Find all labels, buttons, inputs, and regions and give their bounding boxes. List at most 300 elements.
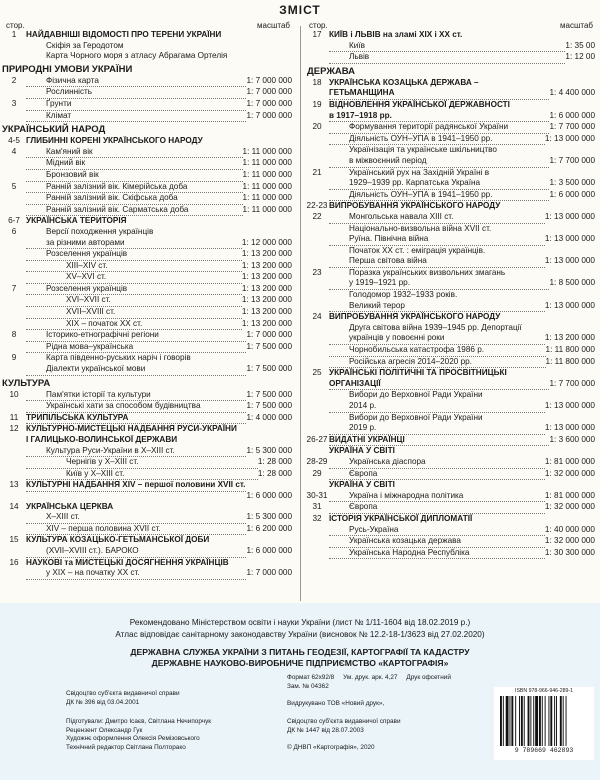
entry-scale: 1: 6 000 000 [246, 490, 292, 500]
isbn-text: ISBN 978-966-946-289-1 [515, 688, 573, 694]
entry-title: КУЛЬТУРНІ НАДБАННЯ XIV – першої половини XVII ст. [26, 480, 246, 490]
entry-scale: 1: 12 000 000 [241, 237, 292, 247]
entry-scale: 1: 7 000 000 [246, 110, 292, 120]
entry-title: XIII–XIV ст. [26, 261, 242, 273]
imprint-cert-right [287, 718, 401, 735]
entry-scale: 1: 11 000 000 [242, 158, 292, 168]
contents-entry [305, 457, 597, 469]
contents-entry [305, 548, 597, 560]
contents-entry [2, 524, 294, 536]
entry-title: КИЇВ і ЛЬВІВ на зламі XIX і XX ст. [329, 30, 463, 39]
contents-entry [2, 502, 294, 513]
entry-page: 24 [312, 312, 322, 322]
entry-title: ТРИПІЛЬСЬКА КУЛЬТУРА [26, 413, 246, 425]
contents-entry [305, 345, 597, 357]
contents-entry [305, 502, 597, 514]
contents-entry [2, 401, 294, 413]
scale-header: масштаб [257, 21, 290, 30]
entry-scale: 1: 32 000 000 [544, 536, 595, 546]
contents-entry [2, 205, 294, 217]
entry-title: Початок XX ст. : еміграція українців. [349, 245, 486, 255]
contents-entry [305, 122, 597, 134]
entry-page: 30-31 [306, 490, 328, 500]
contents-entry [305, 278, 597, 290]
entry-scale: 1: 7 700 000 [549, 122, 595, 132]
entry-page: 16 [9, 557, 19, 567]
entry-title: Друга світова війна 1939–1945 рр. Депортації [349, 322, 522, 332]
contents-entry [2, 491, 294, 502]
entry-scale: 1: 7 500 000 [246, 364, 292, 374]
barcode-bar [510, 696, 511, 746]
entry-title: Діяльність ОУН–УПА в 1941–1950 рр. [329, 134, 545, 146]
contents-entry [305, 78, 597, 89]
entry-title: Вибори до Верховної Ради України [349, 412, 483, 422]
contents-entry [2, 51, 294, 62]
contents-entry [305, 145, 597, 156]
entry-title: XV–XVI ст. [26, 272, 242, 284]
entry-scale: 1: 13 000 000 [544, 211, 595, 221]
entry-page: 22-23 [306, 201, 328, 211]
imprint-text: ДК № 1447 від 28.07.2003 [287, 726, 364, 734]
entry-title: Пам'ятки історії та культури [26, 390, 246, 402]
entry-scale: 1: 13 000 000 [544, 256, 595, 266]
column-header [305, 14, 597, 30]
entry-scale: 1: 13 000 000 [544, 423, 595, 433]
contents-entry [305, 224, 597, 235]
entry-title: Національно-визвольна війна XVII ст. [349, 223, 492, 233]
entry-title: УКРАЇНСЬКІ ПОЛІТИЧНІ ТА ПРОСВІТНИЦЬКІ [329, 368, 507, 378]
barcode-bar [530, 696, 531, 746]
contents-entry [305, 290, 597, 301]
entry-title: (XVII–XVIII ст.). БАРОКО [26, 546, 246, 558]
entry-page: 5 [11, 181, 17, 191]
barcode-bar [545, 696, 546, 746]
imprint-text: Художнє оформлення Олексія Ремізовського [66, 735, 200, 742]
contents-entry [2, 364, 294, 376]
entry-page: 4-5 [8, 136, 20, 146]
entry-title: Європа [329, 469, 545, 481]
contents-entry [2, 261, 294, 273]
entry-page: 9 [11, 353, 17, 363]
entry-scale: 1: 3 500 000 [549, 178, 595, 188]
page-title: ЗМІСТ [279, 3, 321, 17]
entry-title: НАЙДАВНІШІ ВІДОМОСТІ ПРО ТЕРЕНИ УКРАЇНИ [26, 30, 222, 39]
entry-page: 13 [9, 480, 19, 490]
contents-entry [305, 134, 597, 146]
contents-entry [305, 256, 597, 268]
imprint-text: Формат 62x92/8 [287, 674, 335, 681]
entry-title: Поразка українських визвольних змагань [349, 267, 506, 277]
entry-title: Голодомор 1932–1933 років. [349, 290, 458, 300]
entry-title: ВІДНОВЛЕННЯ УКРАЇНСЬКОЇ ДЕРЖАВНОСТІ [329, 99, 510, 109]
entry-scale: 1: 32 000 000 [544, 468, 595, 478]
entry-title: у XIX – на початку XX ст. [26, 568, 246, 580]
entry-title: Українська діаспора [329, 457, 545, 469]
entry-title: Бронзовий вік [26, 170, 243, 182]
entry-title: у 1919–1921 рр. [329, 278, 549, 290]
entry-scale: 1: 7 500 000 [246, 389, 292, 399]
contents-entry [2, 238, 294, 250]
recommendation-line: Рекомендовано Міністерством освіти і науки України (лист № 1/11-1604 від 18.02.2019 р.) [129, 618, 471, 627]
barcode-bar [556, 696, 557, 746]
contents-entry [2, 76, 294, 88]
entry-title: Розселення українців [26, 249, 242, 261]
entry-scale: 1: 11 000 000 [242, 169, 292, 179]
entry-scale: 1: 7 000 000 [246, 330, 292, 340]
entry-title: Ранній залізний вік. Скіфська доба [26, 193, 243, 205]
entry-scale: 1: 7 000 000 [246, 98, 292, 108]
entry-title: УКРАЇНА У СВІТІ [329, 480, 395, 490]
imprint-text: Свідоцтво суб'єкта видавничої справи [66, 690, 180, 697]
entry-scale: 1: 11 000 000 [242, 204, 292, 214]
entry-title: ВИПРОБУВАННЯ УКРАЇНСЬКОГО НАРОДУ [329, 312, 501, 322]
entry-scale: 1: 13 200 000 [241, 283, 292, 293]
entry-title: Великий терор [329, 301, 545, 313]
contents-list-right [305, 30, 597, 559]
entry-title: І ГАЛИЦЬКО-ВОЛИНСЬКОЇ ДЕРЖАВИ [26, 435, 178, 444]
entry-scale: 1: 8 500 000 [549, 278, 595, 288]
entry-title: Діалекти української мови [26, 364, 246, 376]
entry-page: 7 [11, 283, 17, 293]
imprint-text: Рецензент Олександр Гук [66, 726, 143, 734]
contents-entry [2, 227, 294, 238]
entry-scale: 1: 81 000 000 [544, 456, 595, 466]
entry-page: 17 [312, 30, 322, 39]
entry-scale: 1: 7 700 000 [549, 378, 595, 388]
contents-entry [305, 201, 597, 212]
entry-scale: 1: 30 300 000 [544, 547, 595, 557]
entry-title: Українська Народна Республіка [329, 548, 545, 560]
entry-page: 32 [312, 513, 322, 523]
barcode-bar [560, 696, 562, 746]
entry-title: Скіфія за Геродотом [46, 40, 124, 50]
imprint-text: Видрукувано ТОВ «Новий друк», [287, 700, 385, 707]
entry-scale: 1: 13 200 000 [241, 249, 292, 259]
entry-title: Львів [329, 52, 565, 64]
entry-scale: 1: 6 000 000 [246, 545, 292, 555]
entry-scale: 1: 13 000 000 [544, 300, 595, 310]
contents-entry [305, 88, 597, 100]
entry-title: Українські хати за способом будівництва [26, 401, 246, 413]
imprint-text: Друк офсетний [406, 674, 451, 681]
contents-entry [305, 323, 597, 334]
contents-entry [2, 512, 294, 524]
contents-entry [2, 284, 294, 296]
entry-title: Україна і міжнародна політика [329, 491, 545, 503]
contents-entry [2, 558, 294, 569]
entry-scale: 1: 13 000 000 [544, 133, 595, 143]
entry-title: Київ у X–XIII ст. [26, 469, 258, 481]
entry-scale: 1: 5 300 000 [246, 512, 292, 522]
contents-entry [305, 52, 597, 64]
barcode-bar [503, 696, 504, 746]
barcode-bar [566, 696, 567, 746]
entry-title: Фізична карта [26, 76, 246, 88]
entry-title: Європа [329, 502, 545, 514]
contents-entry [305, 156, 597, 168]
entry-title: в міжвоєнний період [329, 156, 549, 168]
entry-scale: 1: 13 000 000 [544, 401, 595, 410]
barcode-bar [548, 696, 549, 746]
contents-entry [2, 170, 294, 182]
contents-entry [2, 435, 294, 446]
contents-entry [305, 480, 597, 491]
column-header [2, 14, 294, 30]
entry-title: КУЛЬТУРНО-МИСТЕЦЬКІ НАДБАННЯ РУСИ-УКРАЇНИ [26, 424, 237, 434]
entry-page: 19 [312, 99, 322, 109]
entry-scale: 1: 7 000 000 [246, 87, 292, 97]
publisher-block [0, 647, 600, 669]
barcode-bar [550, 696, 552, 746]
entry-page: 18 [312, 77, 322, 87]
contents-entry [2, 295, 294, 307]
contents-entry [2, 99, 294, 111]
entry-title: Ранній залізний вік. Кімерійська доба [26, 182, 243, 194]
entry-scale: 1: 13 000 000 [544, 234, 595, 244]
entry-title: ІСТОРІЯ УКРАЇНСЬКОЇ ДИПЛОМАТІЇ [329, 513, 473, 523]
contents-entry [305, 30, 597, 41]
entry-scale: 1: 7 700 000 [549, 155, 595, 165]
entry-scale: 1: 13 200 000 [241, 307, 292, 317]
entry-page: 29 [312, 468, 322, 478]
entry-title: Ґрунти [26, 99, 246, 111]
contents-entry [305, 423, 597, 435]
contents-entry [2, 319, 294, 331]
contents-entry [305, 390, 597, 401]
entry-title: X–XIII ст. [26, 512, 246, 524]
entry-title: Українська козацька держава [329, 536, 545, 548]
barcode-bar [524, 696, 525, 746]
barcode-bar [521, 696, 523, 746]
contents-entry [305, 168, 597, 179]
contents-entry [2, 307, 294, 319]
entry-title: Перша світова війна [329, 256, 545, 268]
entry-scale: 1: 7 500 000 [246, 401, 292, 411]
entry-scale: 1: 11 000 000 [242, 146, 292, 156]
imprint-text: © ДНВП «Картографія», 2020 [287, 744, 375, 751]
barcode-bar [528, 696, 530, 746]
contents-entry [2, 182, 294, 194]
entry-title: Руїна. Північна війна [329, 234, 545, 246]
entry-page: 3 [11, 98, 17, 108]
contents-entry [305, 435, 597, 447]
contents-entry [305, 357, 597, 369]
imprint-credits [66, 718, 211, 752]
entry-scale: 1: 12 00 [565, 52, 595, 62]
contents-entry [305, 268, 597, 279]
entry-title: Чорнобильська катастрофа 1986 р. [329, 345, 546, 357]
entry-title: Мідний вік [26, 158, 243, 170]
barcode-number: 9 789669 462893 [514, 747, 574, 754]
contents-entry [305, 312, 597, 323]
entry-title: 2014 р. [329, 401, 545, 413]
barcode-bar [554, 696, 555, 746]
entry-scale: 1: 7 000 000 [246, 568, 292, 578]
imprint-copyright [287, 744, 375, 753]
contents-entry [2, 249, 294, 261]
barcode-bar [511, 696, 513, 746]
entry-page: 2 [11, 75, 17, 85]
page-header: стор. [309, 21, 328, 30]
entry-title: УКРАЇНСЬКА КОЗАЦЬКА ДЕРЖАВА – [329, 77, 479, 87]
entry-scale: 1: 28 000 [257, 468, 292, 478]
section-heading: КУЛЬТУРА [2, 377, 51, 389]
entry-title: ОРГАНІЗАЦІЇ [329, 379, 549, 391]
entry-title: ГЕТЬМАНЩИНА [329, 88, 549, 100]
entry-title: Клімат [26, 111, 246, 123]
entry-scale: 1: 4 000 000 [246, 412, 292, 422]
entry-title: Чернігів у X–XIII ст. [26, 457, 258, 469]
contents-entry [2, 147, 294, 159]
contents-entry [2, 480, 294, 491]
entry-scale: 1: 11 800 000 [545, 345, 595, 355]
contents-entry [2, 158, 294, 170]
contents-entry [2, 535, 294, 546]
entry-title: Версії походження українців [46, 226, 154, 236]
entry-title: Рідна мова–українська [26, 342, 246, 354]
contents-entry [305, 100, 597, 111]
contents-entry [2, 353, 294, 364]
contents-entry [305, 190, 597, 202]
entry-page: 11 [9, 412, 19, 422]
entry-scale: 1: 81 000 000 [544, 490, 595, 500]
entry-title: НАУКОВІ та МИСТЕЦЬКІ ДОСЯГНЕННЯ УКРАЇНЦІВ [26, 557, 229, 567]
contents-entry [2, 342, 294, 354]
contents-entry [305, 178, 597, 190]
entry-title: Формування території радянської України [329, 122, 549, 134]
entry-page: 21 [312, 167, 322, 177]
entry-title: Діяльність ОУН–УПА в 1941–1950 рр. [329, 190, 549, 202]
imprint-text: Зам. № 04362 [287, 682, 329, 690]
column-divider [300, 26, 301, 601]
contents-entry [2, 216, 294, 227]
entry-title: Вибори до Верховної Ради України [349, 390, 483, 400]
contents-entry [305, 368, 597, 379]
entry-title: XVII–XVIII ст. [26, 307, 242, 319]
entry-title: за різними авторами [26, 238, 242, 250]
entry-title: XVI–XVII ст. [26, 295, 242, 307]
entry-title: Рослинність [26, 87, 246, 99]
entry-scale: 1: 13 200 000 [241, 260, 292, 270]
contents-list-left [2, 30, 294, 580]
barcode-bar [506, 696, 509, 746]
recommendation [0, 617, 600, 641]
entry-page: 28-29 [306, 456, 328, 466]
entry-title: 2019 р. [329, 423, 545, 435]
contents-entry [305, 246, 597, 257]
barcode-bar [563, 696, 564, 746]
section-heading: УКРАЇНСЬКИЙ НАРОД [2, 124, 106, 136]
contents-column-right [305, 14, 597, 559]
barcode-bar [539, 696, 541, 746]
contents-entry [2, 111, 294, 123]
section-heading: ПРИРОДНІ УМОВИ УКРАЇНИ [2, 63, 133, 75]
contents-entry [2, 30, 294, 41]
entry-page: 20 [312, 122, 322, 132]
entry-title: Ранній залізний вік. Сарматська доба [26, 205, 243, 217]
contents-entry [305, 379, 597, 391]
contents-entry [305, 525, 597, 537]
section-heading: ДЕРЖАВА [307, 65, 356, 77]
entry-page: 31 [312, 502, 322, 512]
contents-entry [2, 469, 294, 481]
entry-title: Карта Чорного моря з атласу Абрагама Ортелія [46, 51, 228, 61]
imprint-text: Підготували: Дмитро Ісаєв, Світлана Нечипорчук [66, 718, 212, 725]
entry-page: 8 [11, 330, 17, 340]
contents-entry [305, 333, 597, 345]
entry-title: Русь-Україна [329, 525, 545, 537]
entry-scale: 1: 5 300 000 [246, 445, 292, 455]
barcode-bar [519, 696, 520, 746]
entry-page: 15 [9, 535, 19, 545]
contents-entry [305, 491, 597, 503]
entry-title: 1929–1939 рр. Карпатська Україна [329, 178, 549, 190]
entry-page: 10 [9, 389, 19, 399]
entry-title: Карта південно-руських наріч і говорів [46, 353, 191, 363]
imprint-text: Технічний редактор Світлана Полторако [66, 743, 186, 751]
imprint-text: Ум. друк. арк. 4,27 [343, 674, 398, 681]
entry-scale: 1: 3 600 000 [549, 434, 595, 444]
contents-entry [305, 514, 597, 525]
contents-entry [2, 546, 294, 558]
contents-entry [2, 87, 294, 99]
imprint-printer [287, 700, 384, 709]
imprint-format [287, 674, 451, 691]
recommendation-line: Атлас відповідає санітарному законодавству України (висновок № 12.2-18-1/3623 від 27.02.2020) [115, 630, 485, 639]
barcode-bar [542, 696, 543, 746]
entry-page: 23 [312, 267, 322, 277]
entry-scale: 1: 13 200 000 [241, 318, 292, 328]
entry-page: 12 [9, 424, 19, 434]
entry-title: Розселення українців [26, 284, 242, 296]
entry-scale: 1: 6 200 000 [246, 523, 292, 533]
entry-title: УКРАЇНСЬКА ЦЕРКВА [26, 501, 114, 511]
entry-page: 6 [11, 226, 17, 236]
entry-title: XIV – перша половина XVII ст. [26, 524, 246, 536]
entry-title: Українізація та українське шкільництво [349, 145, 497, 155]
entry-title: ВИДАТНІ УКРАЇНЦІ [329, 435, 549, 447]
entry-scale: 1: 32 000 000 [544, 502, 595, 512]
contents-entry [305, 212, 597, 224]
contents-entry [2, 413, 294, 425]
contents-entry [305, 401, 597, 413]
entry-scale: 1: 13 200 000 [544, 333, 595, 343]
entry-title: ГЛИБИННІ КОРЕНІ УКРАЇНСЬКОГО НАРОДУ [26, 136, 203, 146]
imprint-text: ДК № 396 від 03.04.2001 [66, 698, 140, 706]
entry-scale: 1: 6 000 000 [549, 110, 595, 120]
entry-title: Український рух на Західній Україні в [349, 167, 490, 177]
entry-title: УКРАЇНСЬКА ТЕРИТОРІЯ [26, 216, 127, 226]
contents-entry [305, 469, 597, 481]
contents-entry [2, 330, 294, 342]
contents-column-left [2, 14, 294, 580]
contents-entry [305, 111, 597, 123]
entry-title: УКРАЇНА У СВІТІ [329, 446, 395, 456]
entry-scale: 1: 7 000 000 [246, 75, 292, 85]
entry-page: 25 [312, 368, 322, 378]
contents-entry [2, 136, 294, 147]
contents-entry [305, 41, 597, 53]
contents-entry [305, 413, 597, 424]
page-header: стор. [6, 21, 25, 30]
barcode-bar [533, 696, 534, 746]
contents-entry [2, 390, 294, 402]
entry-page: 4 [11, 146, 17, 156]
publisher-line: ДЕРЖАВНА СЛУЖБА УКРАЇНИ З ПИТАНЬ ГЕОДЕЗІЇ, КАРТОГРАФІЇ ТА КАДАСТРУ [130, 647, 470, 657]
entry-scale: 1: 7 500 000 [246, 341, 292, 351]
contents-entry [2, 193, 294, 205]
entry-title: Монгольська навала XIII ст. [329, 212, 545, 224]
